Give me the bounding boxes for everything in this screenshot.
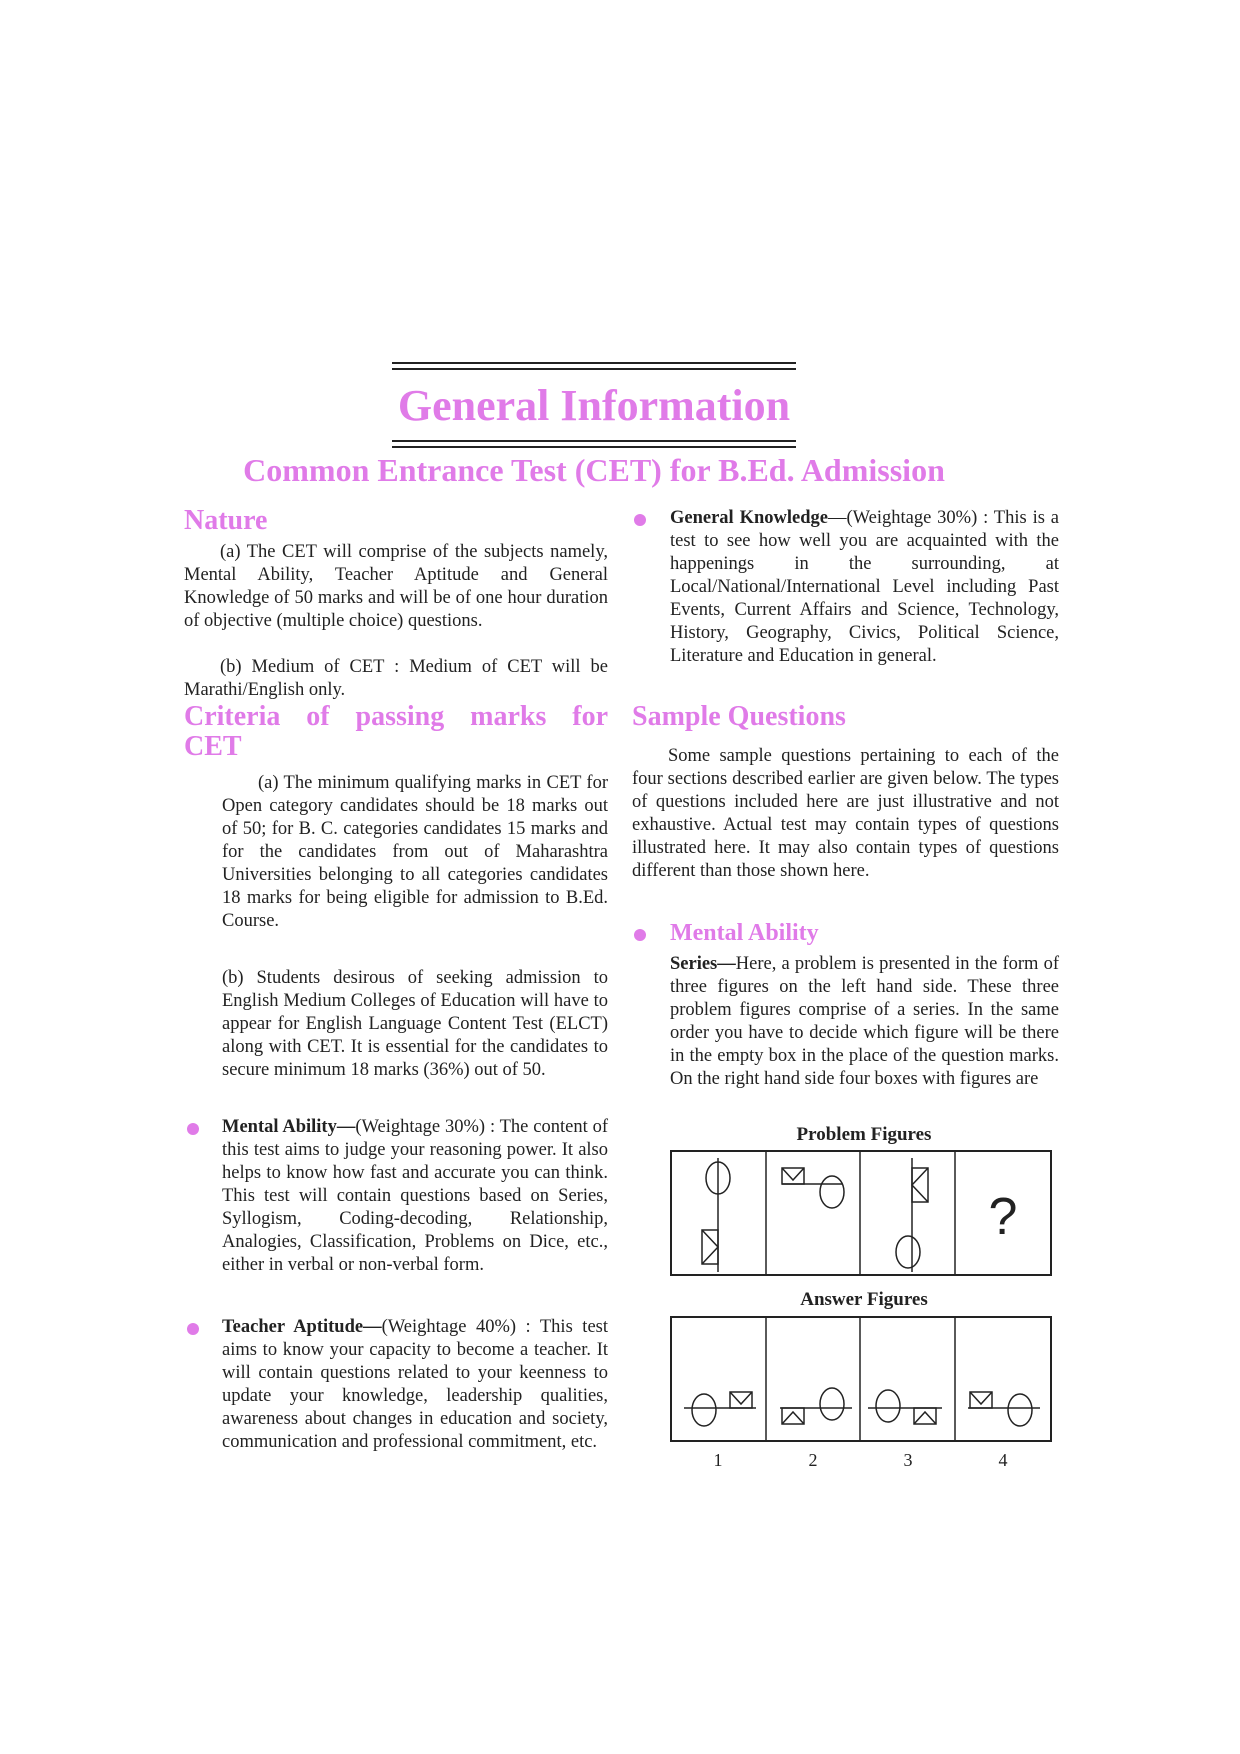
criteria-para-b: (b) Students desirous of seeking admission to English Medium Colleges of Education will have to appear for English Language Content Test (ELCT) along with CET. It is essential for the candidates to secure minimum 18 marks (36%) out of 50. — [222, 968, 608, 1080]
teacher-aptitude-text: (Weightage 40%) : This test aims to know your capacity to become a teacher. It will contain questions related to your keenness to update your knowledge, leadership qualities, awareness about changes in education and society, communication and professional commitment, etc. — [222, 1317, 608, 1452]
problem-figure-2 — [782, 1168, 844, 1208]
general-knowledge-para — [670, 507, 1059, 668]
nature-heading: Nature — [184, 505, 268, 536]
criteria-heading: Criteria of passing marks for CET — [184, 701, 608, 762]
page-title: General Information — [397, 381, 791, 430]
series-text: Here, a problem is presented in the form of three figures on the left hand side. These three problem figures comprise of a series. In the same order you have to decide which figure will be there in the empty box in the place of the question marks. On the right hand side four boxes with figures are — [670, 954, 1059, 1089]
answer-figures — [670, 1316, 1054, 1476]
answer-figures-frame — [671, 1317, 1051, 1441]
problem-figures-label: Problem Figures — [796, 1124, 932, 1145]
mental-ability-para — [222, 1116, 608, 1277]
answer-figure-3 — [868, 1390, 942, 1424]
mental-ability-title: Mental Ability— — [222, 1117, 356, 1137]
bullet-icon — [634, 514, 646, 526]
general-knowledge-text: —(Weightage 30%) : This is a test to see how well you are acquainted with the happenings in the surrounding, at Local/National/International Level including Past Events, Current Affairs and Science, Technology, History, Geography, Civics, Political Science, Literature and Education in general. — [670, 508, 1060, 666]
answer-figure-2 — [780, 1388, 852, 1424]
title-rule-top — [392, 362, 796, 370]
sample-questions-heading: Sample Questions — [632, 701, 846, 732]
nature-para-a: (a) The CET will comprise of the subjects namely, Mental Ability, Teacher Aptitude and General Knowledge of 50 marks and will be of one hour duration of objective (multiple choice) questions. — [184, 542, 608, 631]
answer-figure-4 — [968, 1392, 1040, 1426]
answer-number: 3 — [903, 1450, 913, 1470]
problem-figure-3 — [896, 1158, 928, 1272]
page-subtitle: Common Entrance Test (CET) for B.Ed. Admission — [243, 452, 945, 488]
answer-number: 1 — [713, 1450, 723, 1470]
criteria-para-a: (a) The minimum qualifying marks in CET for Open category candidates should be 18 marks out of 50; for B. C. categories candidates 15 marks and for the candidates from out of Maharashtra Universities belonging to all categories candidates 18 marks for being eligible for admission to B.Ed. Course. — [222, 773, 608, 931]
problem-figure-1 — [702, 1158, 730, 1272]
problem-figures — [670, 1150, 1054, 1278]
bullet-icon — [187, 1123, 199, 1135]
sample-questions-para: Some sample questions pertaining to each of the four sections described earlier are given below. The types of questions included here are just illustrative and not exhaustive. Actual test may contain types of questions illustrated here. It may also contain types of questions different than those shown here. — [632, 746, 1059, 881]
bullet-icon — [634, 929, 646, 941]
answer-number: 2 — [808, 1450, 818, 1470]
title-block — [392, 362, 796, 448]
mental-ability-text: (Weightage 30%) : The content of this test aims to judge your reasoning power. It also helps to know how fast and accurate you can think. This test will contain questions based on Series, Syllogism, Coding-decoding, Relationship, Analogies, Classification, Problems on Dice, etc., either in verbal or non-verbal form. — [222, 1117, 608, 1275]
answer-number: 4 — [998, 1450, 1008, 1470]
bullet-icon — [187, 1323, 199, 1335]
general-knowledge-title: General Knowledge — [670, 508, 828, 528]
teacher-aptitude-title: Teacher Aptitude— — [222, 1317, 382, 1337]
question-mark: ? — [988, 1188, 1018, 1246]
series-title: Series— — [670, 954, 736, 974]
teacher-aptitude-para — [222, 1316, 608, 1454]
mental-ability-heading: Mental Ability — [670, 920, 819, 946]
nature-para-b: (b) Medium of CET : Medium of CET will be Marathi/English only. — [184, 657, 608, 700]
answer-figure-1 — [684, 1392, 756, 1426]
series-para — [670, 953, 1059, 1091]
answer-figures-label: Answer Figures — [800, 1289, 928, 1310]
title-rule-bottom — [392, 440, 796, 448]
